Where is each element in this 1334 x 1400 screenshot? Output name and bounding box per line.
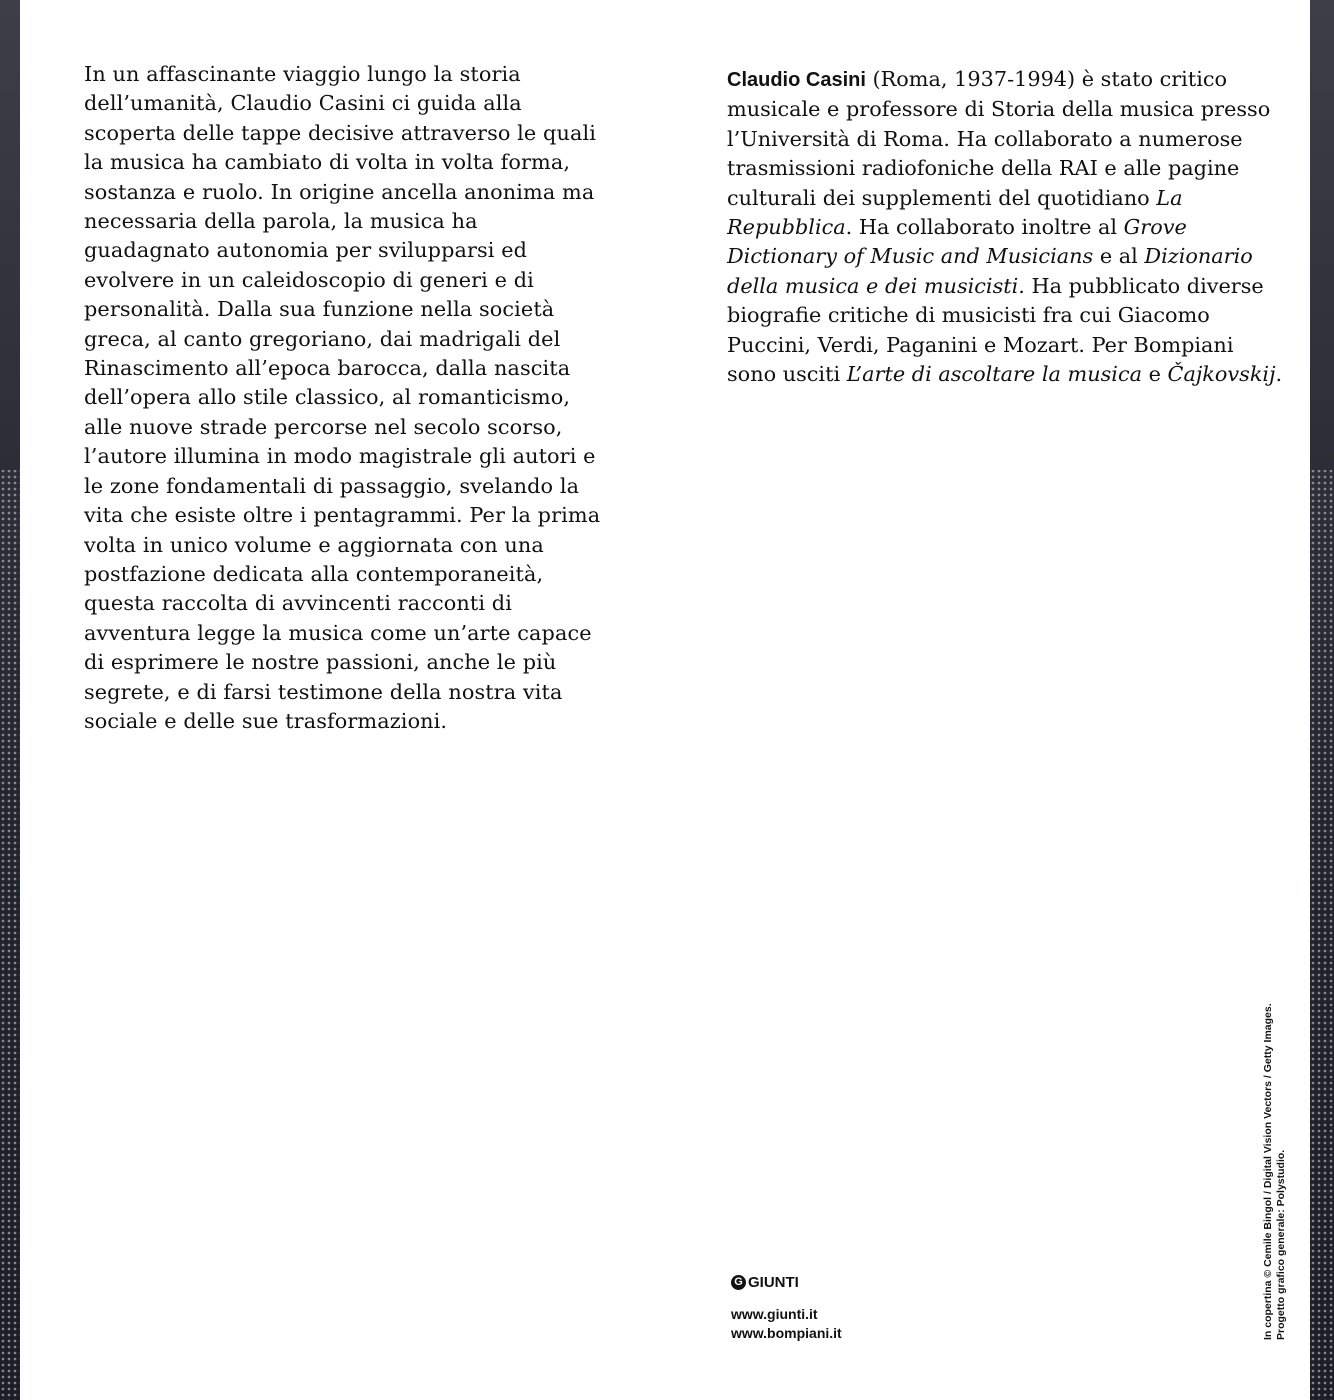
book-blurb: In un affascinante viaggio lungo la storia dell’umanità, Claudio Casini ci guida alla scoperta delle tappe decisive attraverso le quali la musica ha cambiato di volta in volta forma, sostanza e ruolo. In origine ancella anonima ma necessaria della parola, la musica ha guadagnato autonomia per svilupparsi ed evolvere in un caleidoscopio di generi e di personalità. Dalla sua funzione nella società greca, al canto gregoriano, dai madrigali del Rinascimento all’epoca barocca, dalla nascita dell’opera allo stile classico, al romanticismo, alle nuove strade percorse nel secolo scorso, l’autore illumina in modo magistrale gli autori e le zone fondamentali di passaggio, svelando la vita che esiste oltre i pentagrammi. Per la prima volta in unico volume e aggiornata con una postfazione dedicata alla contemporaneità, questa raccolta di avvincenti racconti di avventura legge la musica come un’arte capace di esprimere le nostre passioni, anche le più segrete, e di farsi testimone della nostra vita sociale e delle sue trasformazioni. [84,62,601,733]
cover-image-credit: In copertina © Cemile Bingol / Digital Vision Vectors / Getty Images. [1262,1003,1274,1340]
work-title: Dizionario della musica e dei musicisti [727,244,1253,298]
publisher-logo [731,1274,799,1291]
cover-credits [1262,1003,1288,1340]
work-title: Grove Dictionary of Music and Musicians [727,215,1187,269]
author-bio: Claudio Casini (Roma, 1937-1994) è stato critico musicale e professore di Storia della musica presso l’Università di Roma. Ha collaborato a numerose trasmissioni radiofoniche della RAI e alle pagine culturali dei supplementi del quotidiano La Repubblica. Ha collaborato inoltre al Grove Dictionary of Music and Musicians e al Dizionario della musica e dei musicisti. Ha pubblicato diverse biografie critiche di musicisti fra cui Giacomo Puccini, Verdi, Paganini e Mozart. Per Bompiani sono usciti L’arte di ascoltare la musica e Čajkovskij. [727,67,1283,387]
giunti-logo-icon: G [731,1275,746,1290]
giunti-website-link[interactable]: www.giunti.it [731,1306,818,1322]
work-title: L’arte di ascoltare la musica [846,362,1142,387]
publisher-name: GIUNTI [748,1274,799,1291]
work-title: La Repubblica [727,185,1183,240]
left-decorative-edge [0,0,20,1400]
design-credit: Progetto grafico generale: Polystudio. [1275,1149,1287,1340]
right-decorative-edge [1310,0,1334,1400]
bompiani-website-link[interactable]: www.bompiani.it [731,1325,842,1341]
work-title: Čajkovskij [1167,362,1276,387]
author-name: Claudio Casini [727,69,866,91]
